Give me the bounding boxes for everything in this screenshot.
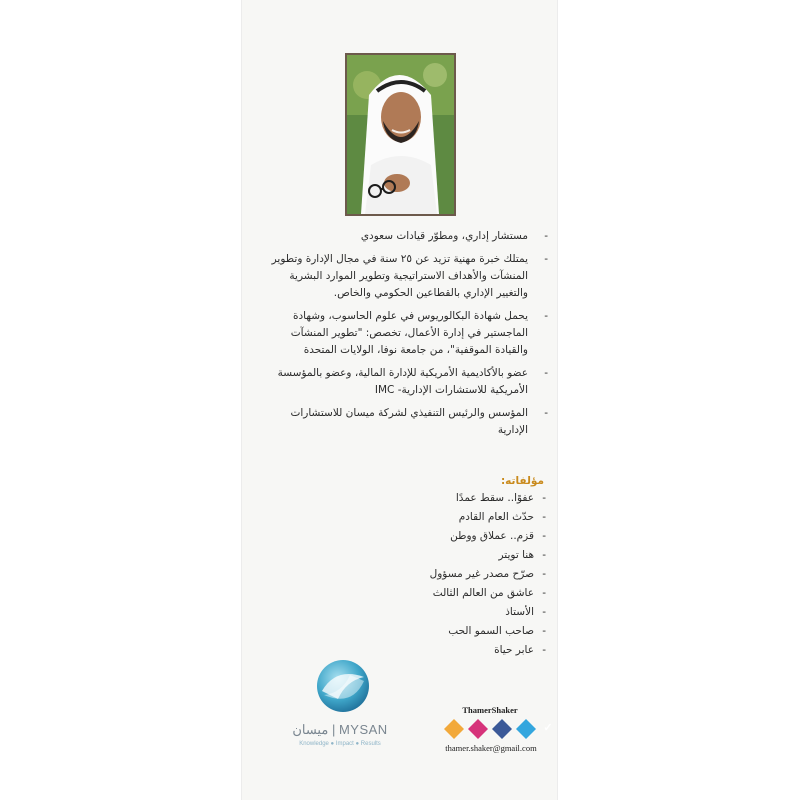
- work-item: - صاحب السمو الحب: [380, 622, 546, 641]
- author-photo: [345, 53, 456, 216]
- works-list-container: [380, 489, 546, 660]
- social-handle: ThamerShaker: [462, 705, 518, 715]
- mysan-logo-wordmark: [270, 722, 410, 738]
- logo-separator: |: [331, 722, 336, 737]
- work-item: - عفوًا.. سقط عمدًا: [380, 489, 546, 508]
- author-portrait-image: [347, 55, 454, 214]
- snapchat-icon[interactable]: [443, 718, 465, 740]
- work-item: - الأستاذ: [380, 603, 546, 622]
- twitter-icon[interactable]: ✓: [515, 718, 537, 740]
- work-item: - صرّح مصدر غير مسؤول: [380, 565, 546, 584]
- bio-list: [270, 228, 548, 439]
- bio-item: - يمتلك خبرة مهنية تزيد عن ٢٥ سنة في مجال الإدارة وتطوير المنشآت والأهداف الاستراتيجية وتطوير الموارد البشرية والتغيير الإداري بالقطاعين الحكومي والخاص.: [270, 251, 548, 302]
- bio-item: - يحمل شهادة البكالوريوس في علوم الحاسوب، وشهادة الماجستير في إدارة الأعمال، تخصص: "تطوير المنشآت والقيادة الموقفية"، من جامعة نوفا، الولايات المتحدة: [270, 308, 548, 359]
- work-item: - عابر حياة: [380, 641, 546, 660]
- work-item: - هنا تويتر: [380, 546, 546, 565]
- bio-item: - المؤسس والرئيس التنفيذي لشركة ميسان للاستشارات الإدارية: [270, 405, 548, 439]
- mysan-logo-icon: [312, 655, 374, 717]
- work-item: - حدّث العام القادم: [380, 508, 546, 527]
- social-icons: [443, 718, 553, 740]
- work-item: - عاشق من العالم الثالث: [380, 584, 546, 603]
- works-list: [380, 489, 546, 660]
- works-heading: مؤلفاته:: [500, 475, 544, 487]
- logo-arabic: ميسان: [292, 722, 329, 737]
- instagram-icon[interactable]: [467, 718, 489, 740]
- logo-latin: MYSAN: [338, 722, 388, 737]
- author-bio: [270, 228, 548, 445]
- facebook-icon[interactable]: [491, 718, 513, 740]
- work-item: - قزم.. عملاق ووطن: [380, 527, 546, 546]
- bio-item: - مستشار إداري، ومطوّر قيادات سعودي: [270, 228, 548, 245]
- logo-tagline: Knowledge ● Impact ● Results: [299, 741, 381, 747]
- bio-item: - عضو بالأكاديمية الأمريكية للإدارة المالية، وعضو بالمؤسسة الأمريكية للاستشارات الإدارية- IMC: [270, 365, 548, 399]
- contact-email[interactable]: thamer.shaker@gmail.com: [445, 743, 537, 753]
